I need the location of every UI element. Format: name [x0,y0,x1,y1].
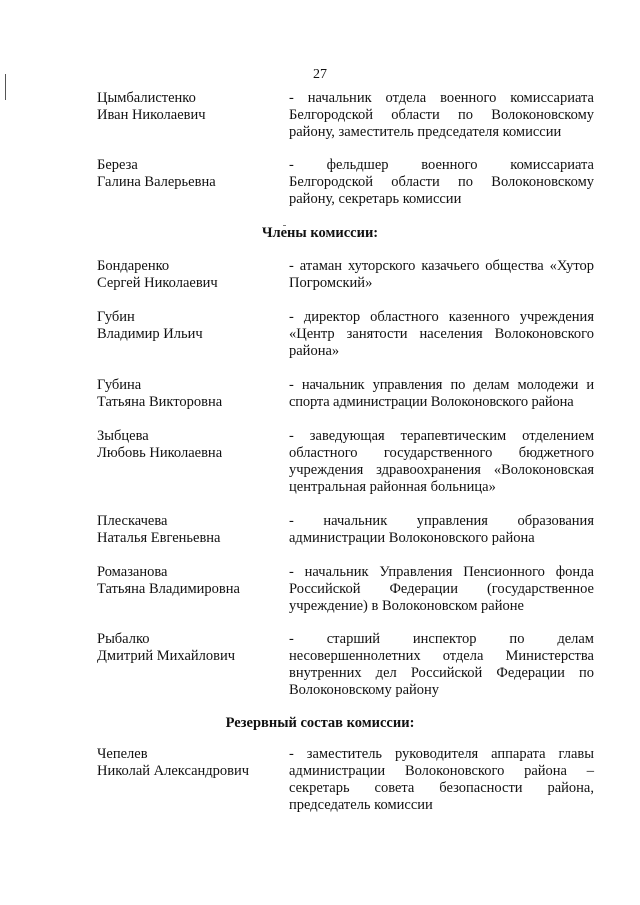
person-role: - старший инспектор по делам несовершеннолетних отдела Министерства внутренних дел Российской Федерации по Волоконовскому району [289,631,594,698]
person-role: - фельдшер военного комиссариата Белгородской области по Волоконовскому району, секретарь комиссии [289,157,594,207]
person-name [97,258,282,292]
person-surname: Рыбалко [97,631,150,647]
person-surname: Цымбалистенко [97,90,196,106]
person-given-names: Дмитрий Михайлович [97,648,236,664]
person-given-names: Татьяна Викторовна [97,394,223,410]
person-name [97,631,282,665]
person-name [97,428,282,462]
person-given-names: Сергей Николаевич [97,275,218,291]
person-given-names: Владимир Ильич [97,326,203,342]
person-surname: Зыбцева [97,428,149,444]
person-surname: Ромазанова [97,564,168,580]
person-role: - начальник отдела военного комиссариата Белгородской области по Волоконовскому району, заместитель председателя комиссии [289,90,594,140]
person-role: - атаман хуторского казачьего общества «Хутор Погромский» [289,258,594,291]
person-name [97,377,282,411]
person-name [97,746,282,780]
section-heading-members: Члены комиссии: [261,225,379,241]
person-name [97,564,282,598]
person-surname: Чепелев [97,746,148,762]
person-given-names: Любовь Николаевна [97,445,223,461]
person-role: - заведующая терапевтическим отделением областного государственного бюджетного учреждения здравоохранения «Волоконовская центральная районная больница» [289,428,594,495]
person-surname: Губин [97,309,135,325]
person-name [97,309,282,343]
person-given-names: Николай Александрович [97,763,250,779]
person-surname: Береза [97,157,138,173]
person-surname: Губина [97,377,142,393]
person-surname: Бондаренко [97,258,170,274]
person-role: - начальник управления образования администрации Волоконовского района [289,513,594,546]
person-given-names: Татьяна Владимировна [97,581,240,597]
person-surname: Плескачева [97,513,168,529]
person-name [97,90,282,124]
person-name [97,157,282,191]
person-role: - начальник управления по делам молодежи и спорта администрации Волоконовского района [289,377,594,410]
person-role: - начальник Управления Пенсионного фонда Российской Федерации (государственное учреждение) в Волоконовском районе [289,564,594,614]
person-given-names: Наталья Евгеньевна [97,530,221,546]
person-name [97,513,282,547]
person-role: - директор областного казенного учреждения «Центр занятости населения Волоконовского района» [289,309,594,359]
person-role: - заместитель руководителя аппарата главы администрации Волоконовского района – секретарь совета безопасности района, председатель комиссии [289,746,594,813]
person-given-names: Иван Николаевич [97,107,206,123]
section-heading-reserve: Резервный состав комиссии: [225,715,415,731]
person-given-names: Галина Валерьевна [97,174,216,190]
page-number: 27 [313,67,327,82]
